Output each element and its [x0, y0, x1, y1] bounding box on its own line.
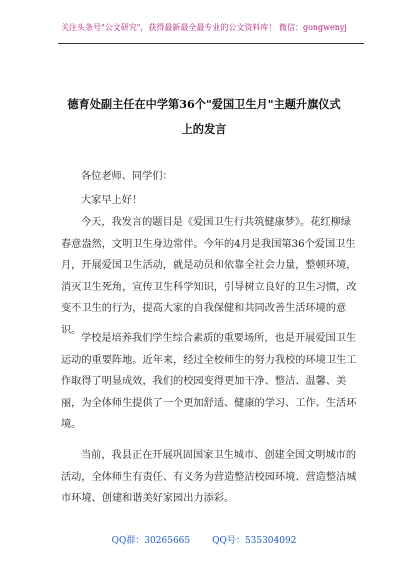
footer-qq-number: QQ号：535304092 — [212, 536, 297, 546]
header-banner: 关注头条号"公文研究"，获得最新最全最专业的公文资料库！ 微信：gongwenyj — [61, 23, 347, 32]
document-title: 德育处副主任在中学第36个"爱国卫生月"主题升旗仪式 — [67, 97, 341, 111]
paragraph-2: 学校是培养我们学生综合素质的重要场所，也是开展爱国卫生运动的重要阵地。近年来，经过全校师生的努力我校的环境卫生工作取得了明显成效，我们的校园变得更加干净、整洁、温馨、美丽，为全体师生提供了一个更加舒适、健康的学习、工作、生活环境。 — [61, 333, 357, 430]
salutation: 各位老师、同学们： — [81, 171, 173, 182]
footer-contact — [0, 533, 408, 546]
paragraph-3: 当前，我县正在开展巩固国家卫生城市、创建全国文明城市的活动，全体师生有责任、有义务为营造整洁校园环境、营造整洁城市环境、创建和谐美好家园出力添彩。 — [61, 450, 357, 504]
document-title-continued: 上的发言 — [181, 122, 227, 136]
greeting: 大家早上好！ — [81, 195, 143, 206]
header-divider — [58, 43, 364, 44]
paragraph-1: 今天，我发言的题目是《爱国卫生行共筑健康梦》。花红柳绿春意盎然，文明卫生身边常伴。今年的4月是我国第36个爱国卫生月，开展爱国卫生活动，就是动员和依靠全社会力量，整顿环境，消灭卫生死角，宣传卫生科学知识，引导树立良好的卫生习惯，改变不卫生的行为，提高大家的自我保健和共同改善生活环境的意识。 — [61, 217, 357, 336]
footer-qq-group: QQ群：30265665 — [111, 536, 191, 546]
